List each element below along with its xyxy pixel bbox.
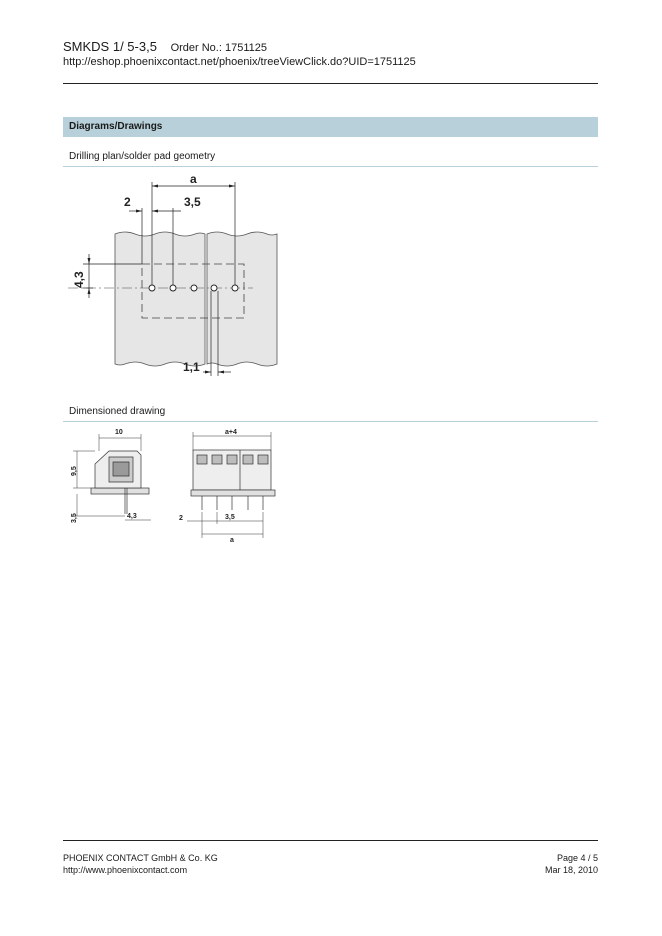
dim-side-height-label: 9,5: [71, 466, 78, 476]
dim-pitch-label: 3,5: [184, 195, 201, 209]
dim-pin-label: 3,5: [71, 513, 78, 523]
drilling-caption: Drilling plan/solder pad geometry: [69, 151, 216, 162]
footer-page: Page 4 / 5: [556, 853, 598, 863]
dim-height-label: 4,3: [72, 271, 86, 288]
section-title: Diagrams/Drawings: [69, 121, 163, 132]
order-number: Order No.: 1751125: [170, 42, 267, 54]
dim-a-plus-label: a+4: [225, 429, 237, 436]
header-rule: [63, 83, 598, 84]
dim-front-2-label: 2: [179, 515, 183, 522]
dim-front-a-label: a: [230, 537, 234, 544]
footer-date: Mar 18, 2010: [544, 865, 598, 875]
footer-rule: [63, 840, 598, 841]
product-url[interactable]: http://eshop.phoenixcontact.net/phoenix/treeViewClick.do?UID=1751125: [63, 56, 416, 68]
drilling-divider: [63, 166, 598, 167]
drilling-plan-drawing: [63, 168, 303, 383]
dim-2-label: 2: [124, 195, 131, 209]
dimensioned-drawing: [63, 424, 283, 544]
footer-company: PHOENIX CONTACT GmbH & Co. KG: [63, 853, 218, 863]
dimensioned-caption: Dimensioned drawing: [69, 406, 166, 417]
dimensioned-divider: [63, 421, 598, 422]
dim-hole-label: 1,1: [183, 360, 200, 374]
dim-offset-label: 4,3: [127, 513, 137, 520]
dim-front-pitch-label: 3,5: [225, 514, 235, 521]
dim-width-label: 10: [115, 429, 123, 436]
dim-a-label: a: [190, 172, 197, 186]
document-title: [63, 39, 267, 54]
footer-website[interactable]: http://www.phoenixcontact.com: [63, 865, 188, 875]
product-name: SMKDS 1/ 5-3,5: [63, 39, 157, 54]
